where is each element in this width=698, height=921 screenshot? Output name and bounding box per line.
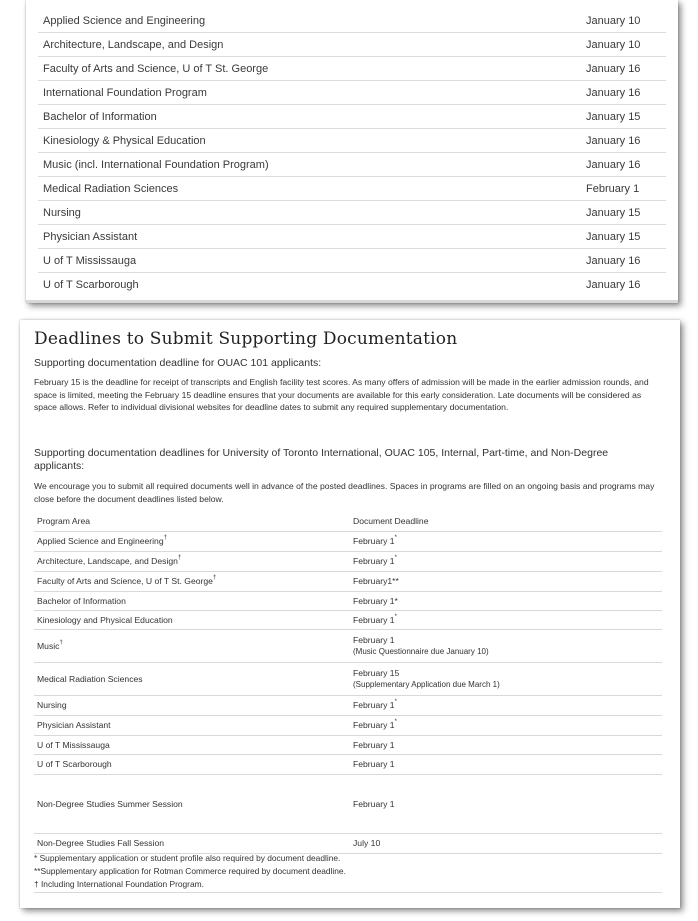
table-row bbox=[34, 662, 662, 695]
column-header-deadline: Document Deadline bbox=[353, 512, 662, 531]
deadline-date: February 1* bbox=[353, 695, 662, 715]
table-row bbox=[38, 225, 666, 249]
deadline-date: January 15 bbox=[586, 225, 666, 249]
admission-deadlines-card bbox=[26, 0, 678, 303]
deadline-date: January 16 bbox=[586, 278, 641, 291]
footnote-dagger: † Including International Foundation Program. bbox=[34, 878, 204, 889]
deadline-date: February1** bbox=[353, 571, 662, 591]
asterisk-mark: * bbox=[394, 719, 397, 725]
footnote-asterisk: * Supplementary application or student profile also required by document deadline. bbox=[34, 853, 341, 863]
program-name: Music† bbox=[34, 629, 353, 662]
subhead-ouac-101: Supporting documentation deadline for OUAC 101 applicants: bbox=[34, 357, 322, 369]
program-name: U of T Scarborough bbox=[43, 278, 139, 291]
dagger-mark: † bbox=[163, 535, 167, 541]
document-deadlines-table bbox=[34, 512, 662, 854]
subhead-other-applicants: Supporting documentation deadlines for University of Toronto International, OUAC 105, Internal, Part-time, and Non-Degree applicants: bbox=[34, 447, 609, 472]
deadline-date: February 15 (Supplementary Application due March 1) bbox=[353, 662, 662, 695]
paragraph-other-applicants: We encourage you to submit all required documents well in advance of the posted deadlines. Spaces in programs are filled on an ongoing basis and programs may close before the document deadlines listed below. bbox=[34, 481, 655, 504]
table-row bbox=[38, 33, 666, 57]
deadline-date: January 15 bbox=[586, 105, 666, 129]
deadline-date: February 1 bbox=[353, 735, 662, 754]
program-name: Architecture, Landscape, and Design bbox=[38, 33, 586, 57]
program-name: International Foundation Program bbox=[38, 81, 586, 105]
table-row bbox=[38, 9, 666, 33]
deadline-date: January 16 bbox=[586, 57, 666, 81]
asterisk-mark: * bbox=[394, 535, 397, 541]
footnotes bbox=[34, 852, 662, 893]
deadline-date: January 10 bbox=[586, 9, 666, 33]
dagger-mark: † bbox=[59, 639, 63, 646]
deadline-date: February 1* bbox=[353, 591, 662, 610]
program-name: Music (incl. International Foundation Program) bbox=[38, 153, 586, 177]
paragraph-ouac-101: February 15 is the deadline for receipt of transcripts and English facility test scores. As many offers of admission will be made in the earlier admission rounds, and space is limited, meeting the February 15 deadline ensures that your documents are available for this early consideration. Late documents will be considered as space allows. Refer to individual divisional websites for deadline dates to submit any required supplementary documentation. bbox=[34, 377, 649, 413]
admission-deadlines-table bbox=[38, 9, 666, 296]
program-name: Non-Degree Studies Summer Session bbox=[34, 774, 353, 833]
program-name: Physician Assistant bbox=[34, 715, 353, 735]
program-name: Architecture, Landscape, and Design† bbox=[34, 551, 353, 571]
program-name: Bachelor of Information bbox=[38, 105, 586, 129]
program-name: Nursing bbox=[38, 201, 586, 225]
table-row bbox=[34, 715, 662, 735]
dagger-mark: † bbox=[212, 575, 217, 581]
table-row bbox=[34, 551, 662, 571]
deadline-date: January 16 bbox=[586, 81, 666, 105]
table-row bbox=[38, 57, 666, 81]
program-name: Medical Radiation Sciences bbox=[38, 177, 586, 201]
deadline-date: January 15 bbox=[586, 201, 666, 225]
table-row bbox=[34, 531, 662, 551]
table-row bbox=[38, 105, 666, 129]
table-row bbox=[34, 754, 662, 774]
supporting-docs-card bbox=[20, 320, 680, 908]
asterisk-mark: * bbox=[394, 613, 397, 620]
table-row bbox=[38, 153, 666, 177]
table-row bbox=[38, 273, 666, 297]
deadline-date: February 1 (Music Questionnaire due January 10) bbox=[353, 629, 662, 662]
deadline-date: February 1 bbox=[586, 177, 666, 201]
footnote-double-asterisk: **Supplementary application for Rotman Commerce required by document deadline. bbox=[34, 865, 346, 876]
program-name: U of T Mississauga bbox=[34, 735, 353, 754]
table-row bbox=[34, 591, 662, 610]
program-name: Faculty of Arts and Science, U of T St. George† bbox=[34, 571, 353, 591]
program-name: Nursing bbox=[34, 695, 353, 715]
table-row bbox=[34, 833, 662, 853]
table-header-row bbox=[34, 512, 662, 531]
program-name: Applied Science and Engineering† bbox=[34, 531, 353, 551]
dagger-mark: † bbox=[177, 555, 182, 561]
table-row bbox=[34, 610, 662, 629]
deadline-note: (Supplementary Application due March 1) bbox=[353, 679, 500, 689]
program-name: Kinesiology & Physical Education bbox=[38, 129, 586, 153]
deadline-date: January 16 bbox=[586, 129, 666, 153]
program-name: Bachelor of Information bbox=[34, 591, 353, 610]
program-name: Kinesiology and Physical Education bbox=[34, 610, 353, 629]
table-row bbox=[34, 735, 662, 754]
program-name: Medical Radiation Sciences bbox=[34, 662, 353, 695]
program-name: U of T Mississauga bbox=[38, 249, 586, 273]
deadline-date: February 1* bbox=[353, 531, 662, 551]
deadline-date: January 10 bbox=[586, 33, 666, 57]
program-name: U of T Scarborough bbox=[34, 754, 353, 774]
asterisk-mark: * bbox=[394, 555, 397, 561]
section-heading: Deadlines to Submit Supporting Documentation bbox=[34, 329, 458, 349]
program-name: Applied Science and Engineering bbox=[38, 9, 586, 33]
table-row bbox=[34, 774, 662, 833]
asterisk-mark: * bbox=[394, 699, 397, 705]
program-name: Non-Degree Studies Fall Session bbox=[34, 833, 353, 853]
deadline-date: February 1* bbox=[353, 551, 662, 571]
program-name: Physician Assistant bbox=[38, 225, 586, 249]
table-row bbox=[38, 177, 666, 201]
deadline-date: January 16 bbox=[586, 249, 666, 273]
deadline-date: February 1 bbox=[353, 754, 662, 774]
deadline-date: July 10 bbox=[353, 833, 662, 853]
table-row bbox=[34, 629, 662, 662]
program-name: Faculty of Arts and Science, U of T St. George bbox=[38, 57, 586, 81]
table-row bbox=[38, 249, 666, 273]
deadline-date: February 1 bbox=[353, 774, 662, 833]
table-row bbox=[38, 129, 666, 153]
table-row bbox=[38, 201, 666, 225]
table-row bbox=[34, 695, 662, 715]
deadline-date: January 16 bbox=[586, 153, 666, 177]
column-header-program: Program Area bbox=[34, 512, 353, 531]
deadline-date: February 1* bbox=[353, 610, 662, 629]
deadline-date: February 1* bbox=[353, 715, 662, 735]
table-row bbox=[34, 571, 662, 591]
table-row bbox=[38, 81, 666, 105]
deadline-note: (Music Questionnaire due January 10) bbox=[353, 646, 489, 656]
